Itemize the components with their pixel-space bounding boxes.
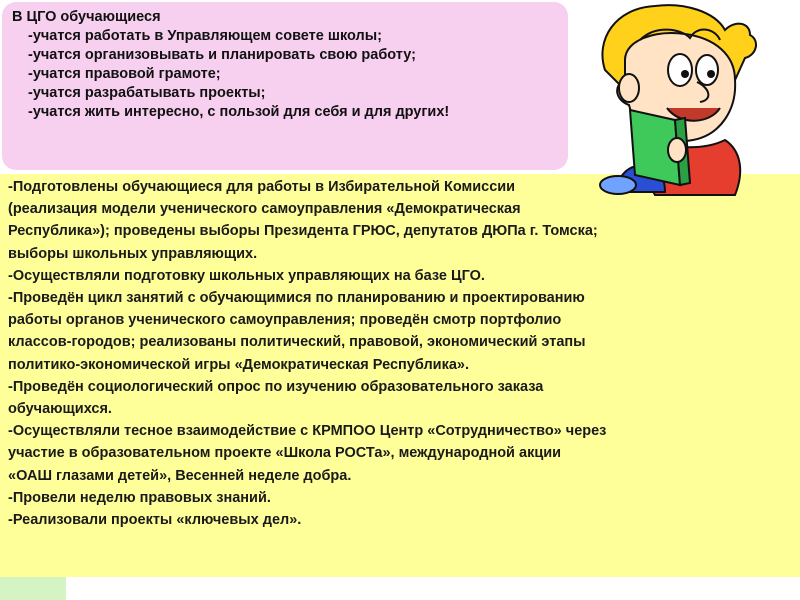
intro-item: -учатся организовывать и планировать свою работу; bbox=[28, 47, 416, 63]
achievement-line: Республика»); проведены выборы Президента ГРЮС, депутатов ДЮПа г. Томска; bbox=[8, 223, 598, 240]
achievement-line: «ОАШ глазами детей», Весенней неделе добра. bbox=[8, 467, 352, 484]
intro-item: -учатся работать в Управляющем совете школы; bbox=[28, 28, 382, 44]
footer-accent bbox=[0, 577, 66, 600]
intro-text bbox=[12, 8, 562, 122]
achievement-line: политико-экономической игры «Демократическая Республика». bbox=[8, 356, 469, 373]
intro-item: -учатся правовой грамоте; bbox=[28, 66, 221, 82]
intro-item: -учатся разрабатывать проекты; bbox=[28, 85, 266, 101]
achievement-line: -Подготовлены обучающиеся для работы в Избирательной Комиссии bbox=[8, 179, 516, 195]
achievement-line: выборы школьных управляющих. bbox=[8, 245, 258, 262]
achievement-line: -Проведён социологический опрос по изучению образовательного заказа bbox=[8, 378, 544, 395]
achievement-line: (реализация модели ученического самоуправления «Демократическая bbox=[8, 201, 521, 218]
achievements-text bbox=[8, 176, 768, 531]
achievement-line: -Реализовали проекты «ключевых дел». bbox=[8, 512, 302, 529]
footer-strip bbox=[0, 577, 800, 600]
intro-item: -учатся жить интересно, с пользой для себя и для других! bbox=[28, 104, 450, 120]
achievement-line: обучающихся. bbox=[8, 401, 112, 418]
achievement-line: работы органов ученического самоуправления; проведён смотр портфолио bbox=[8, 312, 562, 329]
reading-boy-icon bbox=[585, 0, 800, 200]
achievement-line: -Осуществляли подготовку школьных управляющих на базе ЦГО. bbox=[8, 267, 485, 284]
achievement-line: -Проведён цикл занятий с обучающимися по планированию и проектированию bbox=[8, 290, 585, 307]
intro-heading: В ЦГО обучающиеся bbox=[12, 9, 161, 25]
achievement-line: -Осуществляли тесное взаимодействие с КРМПОО Центр «Сотрудничество» через bbox=[8, 423, 607, 440]
achievement-line: участие в образовательном проекте «Школа РОСТа», международной акции bbox=[8, 445, 562, 462]
achievement-line: -Провели неделю правовых знаний. bbox=[8, 489, 271, 506]
achievement-line: классов-городов; реализованы политический, правовой, экономический этапы bbox=[8, 334, 586, 351]
